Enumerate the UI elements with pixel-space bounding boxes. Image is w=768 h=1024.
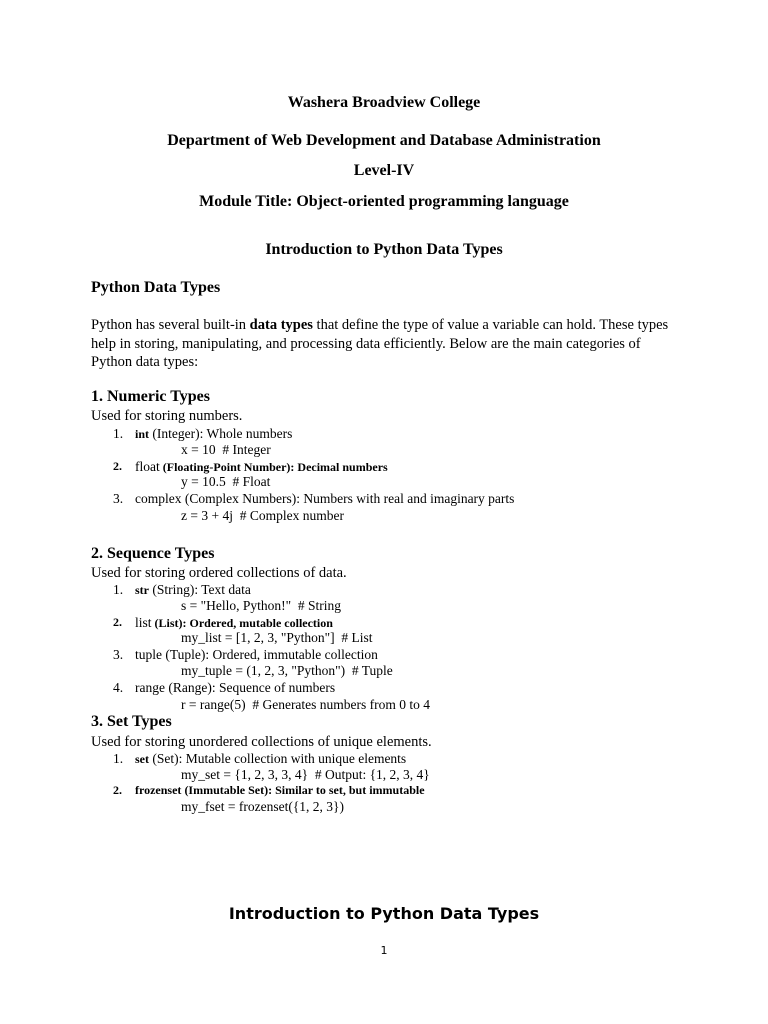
set-types-desc: Used for storing unordered collections of unique elements. xyxy=(91,734,432,750)
footer-title: Introduction to Python Data Types xyxy=(228,904,540,923)
type-desc: (Complex Numbers): Numbers with real and imaginary parts xyxy=(181,491,515,506)
list-item-number: 3. xyxy=(113,491,124,506)
code-example: s = "Hello, Python!" # String xyxy=(181,598,342,613)
list-item-number: 1. xyxy=(113,582,124,597)
list-item-number: 2. xyxy=(113,615,122,629)
numeric-types-heading: 1. Numeric Types xyxy=(91,388,210,405)
list-item-number: 2. xyxy=(113,783,122,797)
level-label: Level-IV xyxy=(353,162,415,179)
list-item-number: 2. xyxy=(113,459,122,473)
type-name: tuple xyxy=(135,647,162,662)
type-desc: (Tuple): Ordered, immutable collection xyxy=(162,647,378,662)
type-name: set xyxy=(135,752,149,766)
code-example: my_set = {1, 2, 3, 3, 4} # Output: {1, 2, 3, 4} xyxy=(181,767,430,782)
list-item-number: 1. xyxy=(113,751,124,766)
sequence-types-desc: Used for storing ordered collections of data. xyxy=(91,565,347,581)
module-title: Module Title: Object-oriented programming language xyxy=(199,193,569,210)
type-name: frozenset xyxy=(135,783,182,797)
numeric-types-desc: Used for storing numbers. xyxy=(91,408,243,424)
type-name: int xyxy=(135,427,150,441)
type-desc: (Range): Sequence of numbers xyxy=(164,680,336,695)
type-desc: (Immutable Set): Similar to set, but immutable xyxy=(181,783,425,797)
type-name: complex xyxy=(135,491,182,506)
code-example: r = range(5) # Generates numbers from 0 to 4 xyxy=(181,697,431,712)
code-example: my_fset = frozenset({1, 2, 3}) xyxy=(181,799,345,814)
section-title: Python Data Types xyxy=(91,279,221,296)
sequence-types-heading: 2. Sequence Types xyxy=(91,545,215,562)
code-example: x = 10 # Integer xyxy=(181,442,271,457)
type-name: list xyxy=(135,615,152,630)
intro-title: Introduction to Python Data Types xyxy=(265,241,503,258)
department-name: Department of Web Development and Database Administration xyxy=(167,132,601,149)
intro-paragraph-pre: Python has several built-in xyxy=(91,317,250,333)
type-name: str xyxy=(135,583,149,597)
list-item-number: 4. xyxy=(113,680,124,695)
intro-paragraph xyxy=(91,316,671,372)
intro-paragraph-bold: data types xyxy=(249,317,313,333)
type-desc: (Set): Mutable collection with unique elements xyxy=(149,751,407,766)
code-example: my_tuple = (1, 2, 3, "Python") # Tuple xyxy=(181,663,393,678)
page-number: 1 xyxy=(380,944,388,957)
type-desc: (List): Ordered, mutable collection xyxy=(151,616,333,630)
code-example: y = 10.5 # Float xyxy=(181,474,271,489)
code-example: z = 3 + 4j # Complex number xyxy=(181,508,344,523)
type-name: range xyxy=(135,680,165,695)
type-name: float xyxy=(135,459,160,474)
type-desc: (Floating-Point Number): Decimal numbers xyxy=(159,460,388,474)
list-item-number: 3. xyxy=(113,647,124,662)
set-types-heading: 3. Set Types xyxy=(91,713,172,730)
code-example: my_list = [1, 2, 3, "Python"] # List xyxy=(181,630,373,645)
intro-paragraph-post: that define the type of value a variable can hold. These types help in storing, manipulating, and processing data efficiently. Below are the main categories of Python data types: xyxy=(91,317,669,370)
college-name: Washera Broadview College xyxy=(287,94,481,111)
list-item-number: 1. xyxy=(113,426,124,441)
type-desc: (Integer): Whole numbers xyxy=(149,426,293,441)
type-desc: (String): Text data xyxy=(149,582,251,597)
